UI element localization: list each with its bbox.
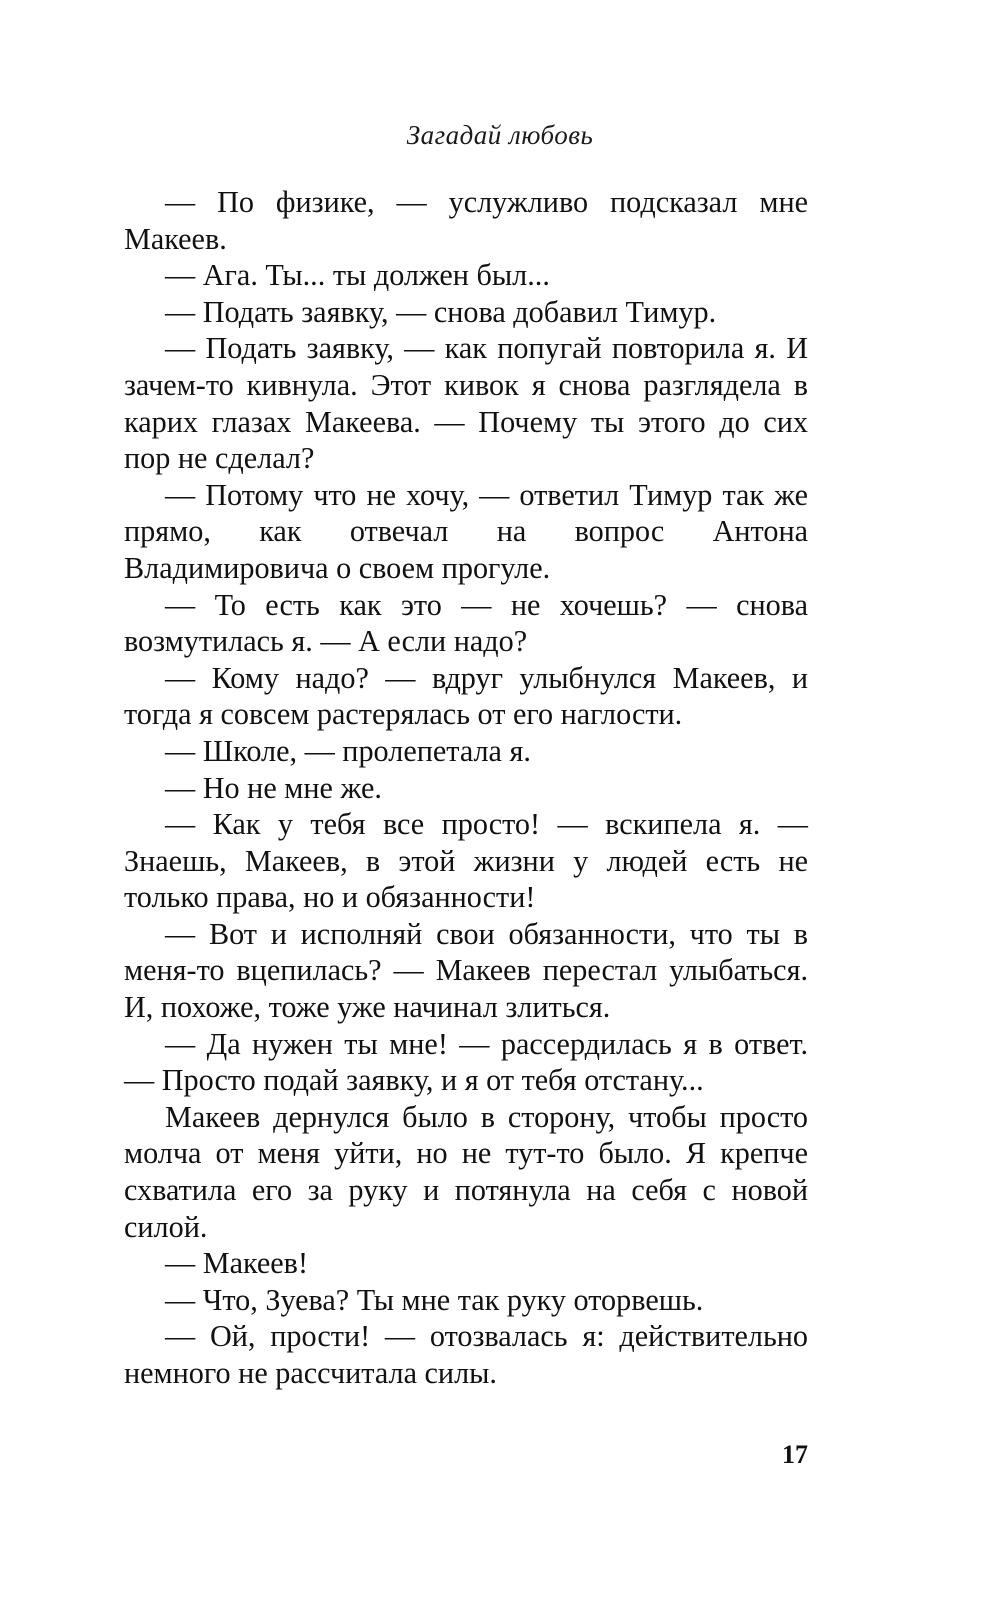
paragraph-9: — Но не мне же. [165, 770, 382, 805]
paragraph-11: — Вот и исполняй свои обязанности, что ты в меня-то вцепилась? — Макеев перестал улыбаться. И, похоже, тоже уже начинал злиться. [124, 916, 808, 1025]
paragraph-10: — Как у тебя все просто! — вскипела я. — Знаешь, Макеев, в этой жизни у людей есть не только права, но и обязанности! [124, 807, 808, 915]
running-head: Загадай любовь [406, 120, 594, 150]
paragraph-8: — Школе, — пролепетала я. [165, 733, 531, 768]
paragraph-2: — Ага. Ты... ты должен был... [165, 258, 550, 293]
paragraph-5: — Потому что не хочу, — ответил Тимур так же прямо, как отвечал на вопрос Антона Владимировича о своем прогуле. [124, 477, 808, 585]
paragraph-14: — Макеев! [165, 1246, 308, 1281]
paragraph-7: — Кому надо? — вдруг улыбнулся Макеев, и тогда я совсем растерялась от его наглости. [124, 660, 808, 732]
paragraph-3: — Подать заявку, — снова добавил Тимур. [165, 294, 717, 329]
paragraph-1: — По физике, — услужливо подсказал мне Макеев. [124, 185, 808, 256]
paragraph-15: — Что, Зуева? Ты мне так руку оторвешь. [165, 1282, 704, 1317]
paragraph-6: — То есть как это — не хочешь? — снова возмутилась я. — А если надо? [124, 587, 808, 659]
paragraph-16: — Ой, прости! — отозвалась я: действительно немного не рассчитала силы. [124, 1319, 808, 1390]
body-text [124, 184, 808, 1392]
paragraph-12: — Да нужен ты мне! — рассердилась я в ответ. — Просто подай заявку, и я от тебя отстану... [124, 1026, 808, 1098]
paragraph-4: — Подать заявку, — как попугай повторила я. И зачем-то кивнула. Этот кивок я снова разглядела в карих глазах Макеева. — Почему ты этого до сих пор не сделал? [124, 331, 808, 476]
page-number: 17 [782, 1440, 808, 1469]
paragraph-13: Макеев дернулся было в сторону, чтобы просто молча от меня уйти, но не тут-то было. Я крепче схватила его за руку и потянула на себя с новой силой. [124, 1099, 808, 1244]
